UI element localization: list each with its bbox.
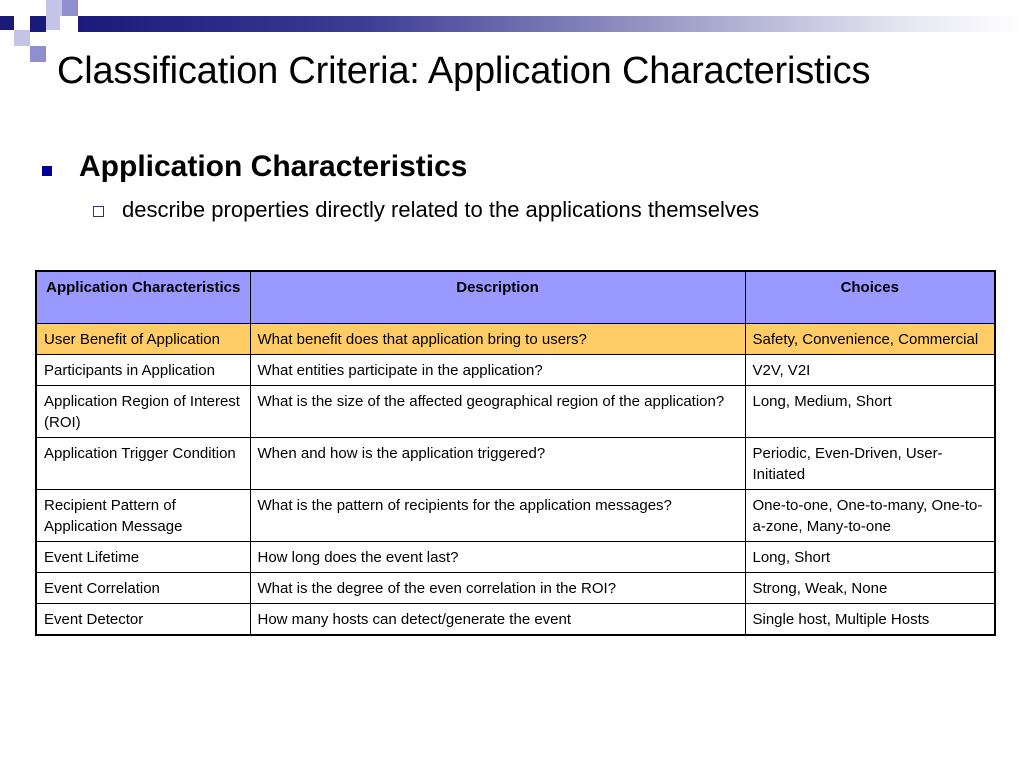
header-choices: Choices [745,271,995,324]
decor-square-light-1 [46,0,62,16]
cell-choices: Single host, Multiple Hosts [745,604,995,636]
cell-characteristic: Participants in Application [36,355,250,386]
table-row [36,324,995,355]
cell-description: What is the size of the affected geographical region of the application? [250,386,745,438]
table-row [36,604,995,636]
table-header-row [36,271,995,324]
cell-choices: Strong, Weak, None [745,573,995,604]
table-row [36,386,995,438]
header-gradient-bar [78,16,1024,32]
cell-characteristic: Event Detector [36,604,250,636]
header-description: Description [250,271,745,324]
cell-description: What benefit does that application bring to users? [250,324,745,355]
slide-title: Classification Criteria: Application Characteristics [57,50,871,92]
bullet-heading: Application Characteristics [79,150,468,183]
table-row [36,573,995,604]
table-row [36,542,995,573]
cell-characteristic: Recipient Pattern of Application Message [36,490,250,542]
decor-square-light-2 [14,30,30,46]
cell-characteristic: Event Lifetime [36,542,250,573]
cell-description: What is the degree of the even correlation in the ROI? [250,573,745,604]
cell-description: What is the pattern of recipients for the application messages? [250,490,745,542]
decor-square-light-3 [46,16,60,30]
cell-characteristic: User Benefit of Application [36,324,250,355]
table-row [36,490,995,542]
cell-choices: Long, Medium, Short [745,386,995,438]
cell-description: How long does the event last? [250,542,745,573]
cell-characteristic: Application Trigger Condition [36,438,250,490]
cell-choices: One-to-one, One-to-many, One-to-a-zone, Many-to-one [745,490,995,542]
cell-choices: V2V, V2I [745,355,995,386]
table-row [36,355,995,386]
decor-square-mid-1 [62,0,78,16]
header-application-characteristics: Application Characteristics [36,271,250,324]
cell-choices: Periodic, Even-Driven, User-Initiated [745,438,995,490]
cell-characteristic: Event Correlation [36,573,250,604]
cell-choices: Long, Short [745,542,995,573]
cell-description: When and how is the application triggered? [250,438,745,490]
decor-square-dark-1 [0,16,14,30]
sub-bullet-text: describe properties directly related to the applications themselves [122,197,760,222]
cell-characteristic: Application Region of Interest (ROI) [36,386,250,438]
table-row [36,438,995,490]
cell-choices: Safety, Convenience, Commercial [745,324,995,355]
decor-square-mid-2 [30,46,46,62]
filled-square-bullet-icon [42,166,52,176]
cell-description: How many hosts can detect/generate the event [250,604,745,636]
hollow-square-bullet-icon [93,206,104,217]
cell-description: What entities participate in the application? [250,355,745,386]
criteria-table [35,270,996,636]
decor-square-dark-2 [30,16,46,32]
